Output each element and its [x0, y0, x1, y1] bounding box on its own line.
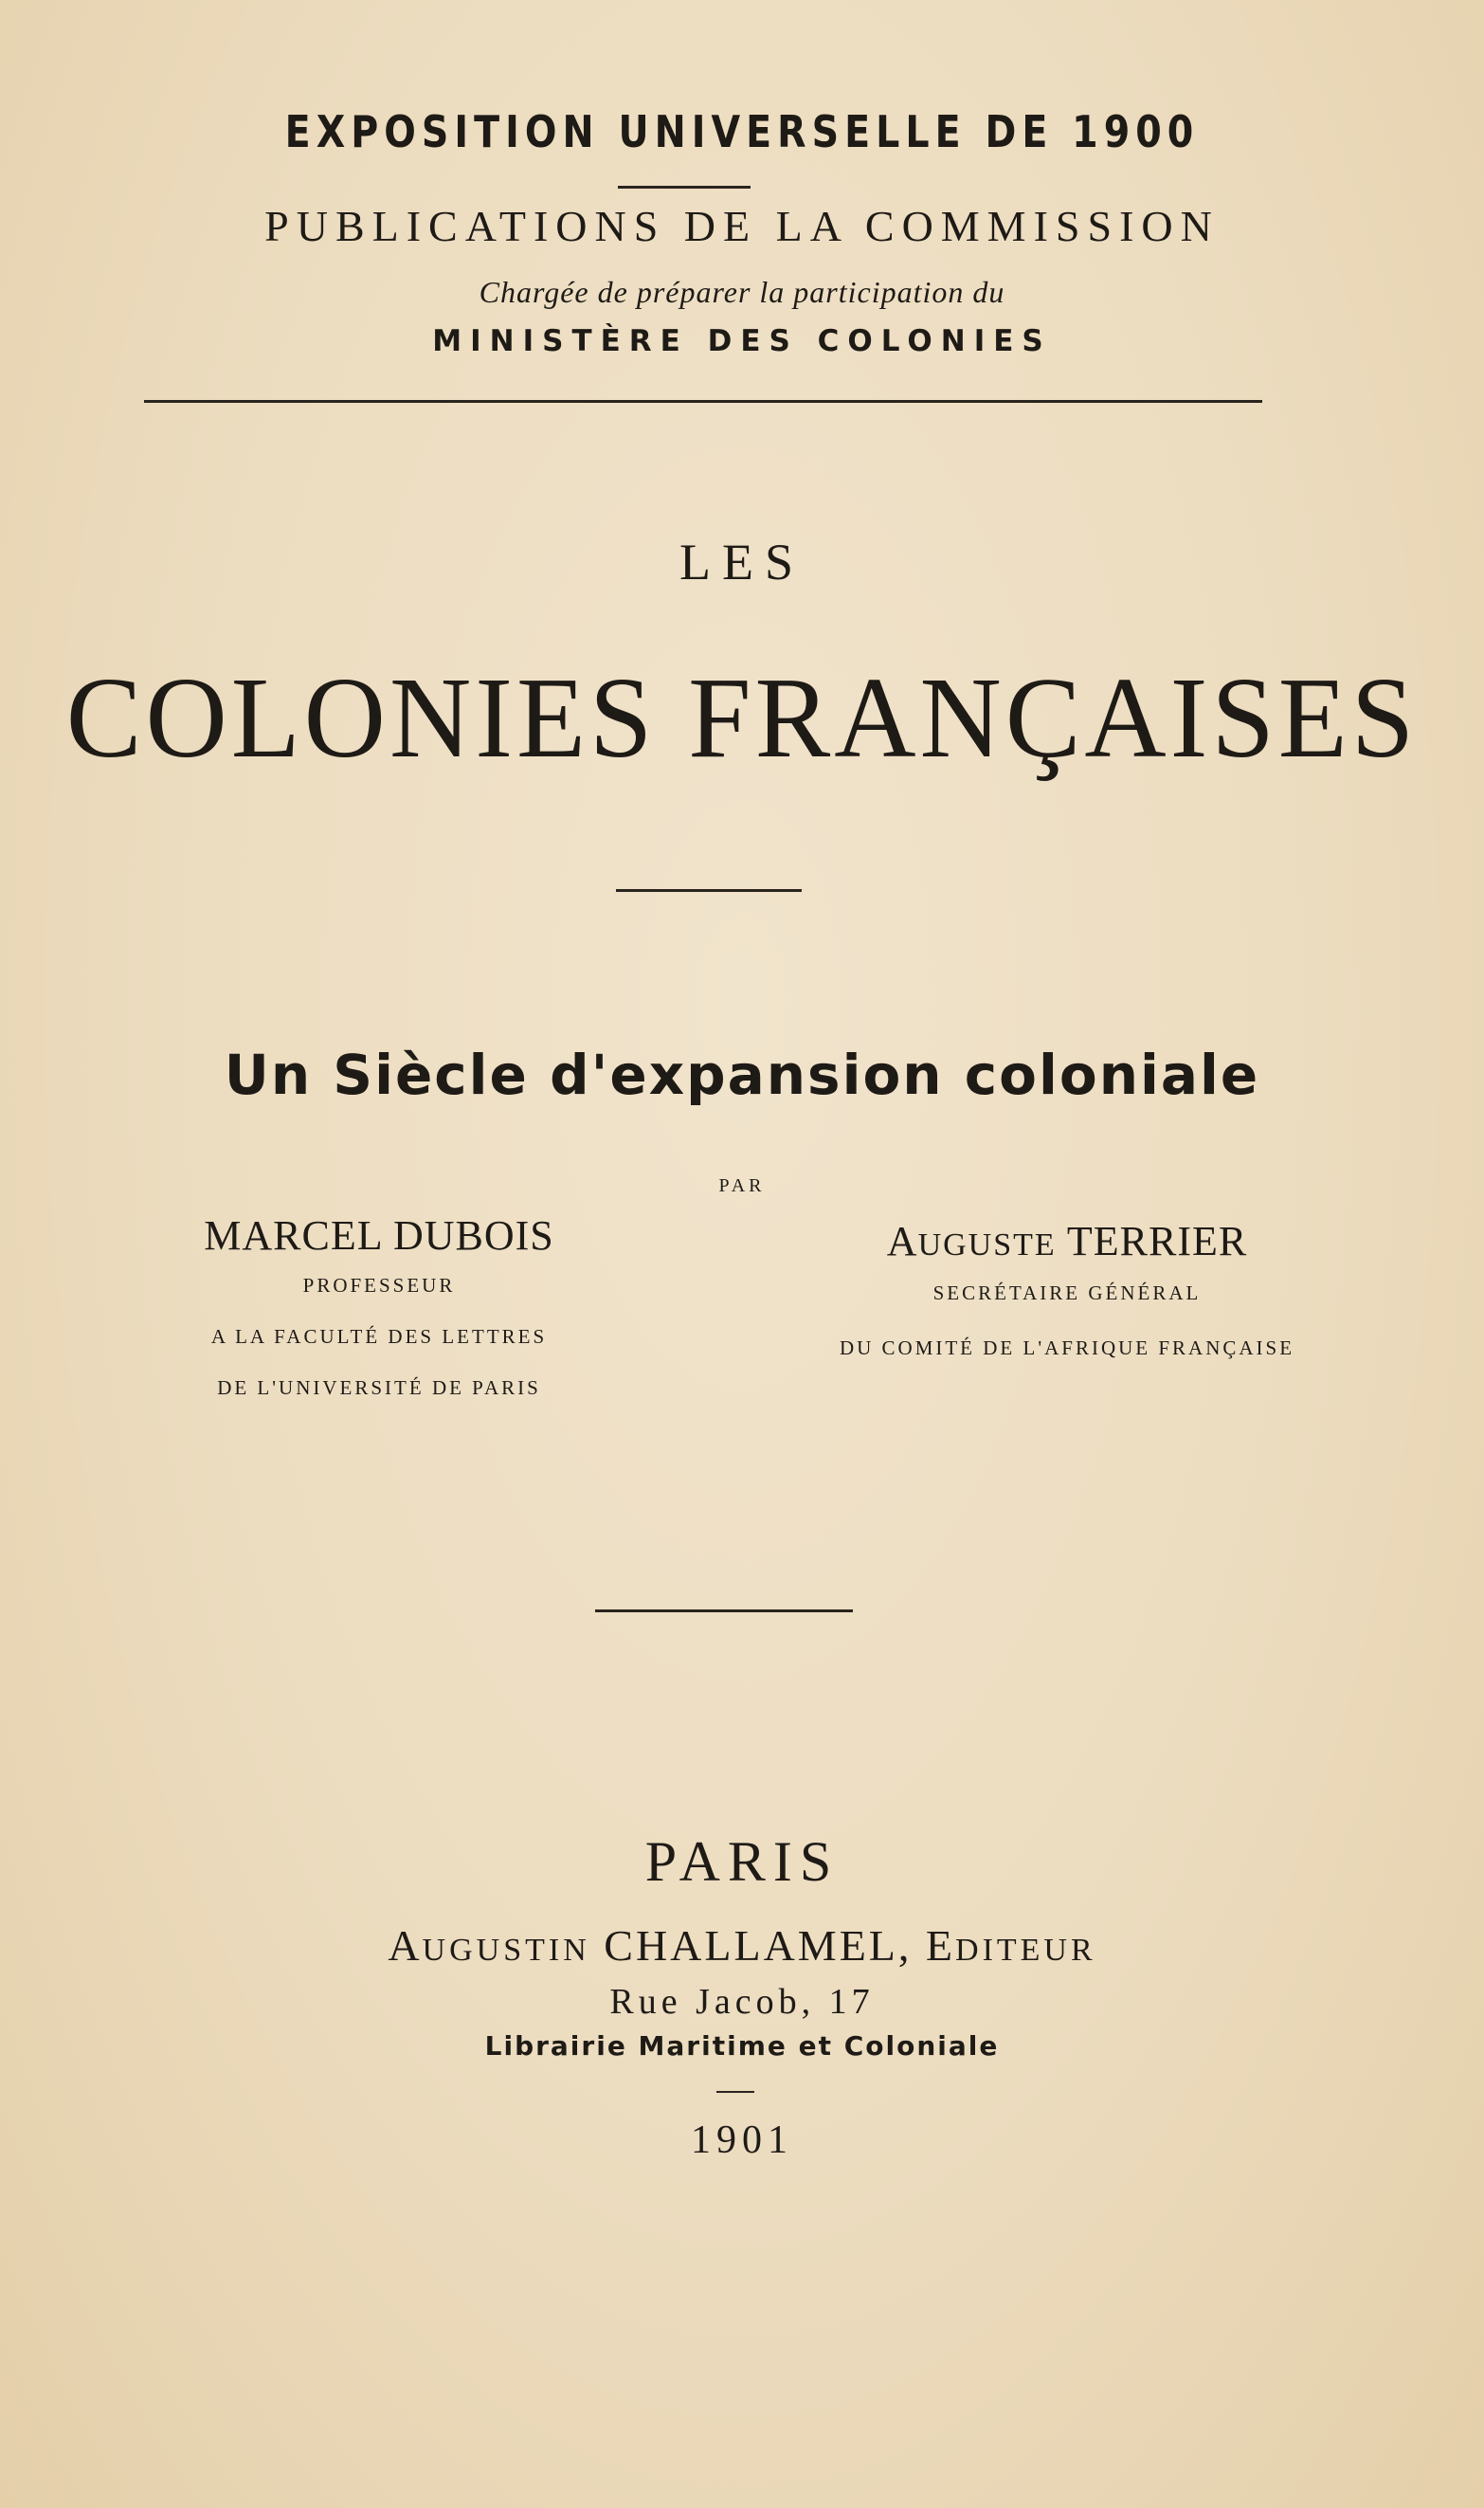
author-right — [764, 1217, 1370, 1375]
publisher-initial: A — [388, 1921, 423, 1970]
author-left-name: MARCEL DUBOIS — [204, 1212, 554, 1259]
author-left — [114, 1211, 644, 1413]
imprint-address: Rue Jacob, 17 — [609, 1982, 875, 2022]
title-article: LES — [679, 534, 805, 591]
publisher-name: CHALLAMEL, — [604, 1921, 913, 1970]
divider-middle — [595, 1609, 853, 1612]
author-left-role-2: A LA FACULTÉ DES LETTRES — [210, 1325, 548, 1348]
imprint-publisher — [0, 1920, 1484, 1971]
author-right-surname: TERRIER — [1066, 1218, 1248, 1264]
author-right-role-2: DU COMITÉ DE L'AFRIQUE FRANÇAISE — [839, 1336, 1295, 1359]
ministry-heading: MINISTÈRE DES COLONIES — [432, 324, 1052, 358]
by-label: PAR — [718, 1175, 766, 1196]
divider-wide — [144, 400, 1262, 403]
author-right-role-1: SECRÉTAIRE GÉNÉRAL — [932, 1281, 1202, 1304]
book-subtitle: Un Siècle d'expansion coloniale — [224, 1043, 1260, 1107]
publisher-first-name: UGUSTIN — [422, 1933, 590, 1968]
main-title: COLONIES FRANÇAISES — [65, 654, 1419, 782]
divider-title — [616, 889, 802, 892]
exposition-heading: EXPOSITION UNIVERSELLE DE 1900 — [284, 106, 1200, 157]
divider-short-top — [618, 186, 751, 189]
author-left-role-1: PROFESSEUR — [302, 1274, 456, 1297]
author-right-name — [764, 1217, 1370, 1265]
author-right-initial: A — [886, 1218, 918, 1264]
divider-year — [716, 2091, 754, 2093]
publisher-role-initial: E — [925, 1921, 956, 1970]
publication-year: 1901 — [691, 2118, 793, 2162]
publications-heading: PUBLICATIONS DE LA COMMISSION — [264, 202, 1220, 250]
imprint-librairie: Librairie Maritime et Coloniale — [484, 2030, 1000, 2062]
author-left-role-3: DE L'UNIVERSITÉ DE PARIS — [217, 1376, 541, 1399]
commission-subtitle: Chargée de préparer la participation du — [479, 275, 1005, 309]
imprint-city: PARIS — [644, 1830, 840, 1893]
author-right-first-name: UGUSTE — [917, 1227, 1057, 1263]
publisher-role: DITEUR — [955, 1933, 1096, 1968]
